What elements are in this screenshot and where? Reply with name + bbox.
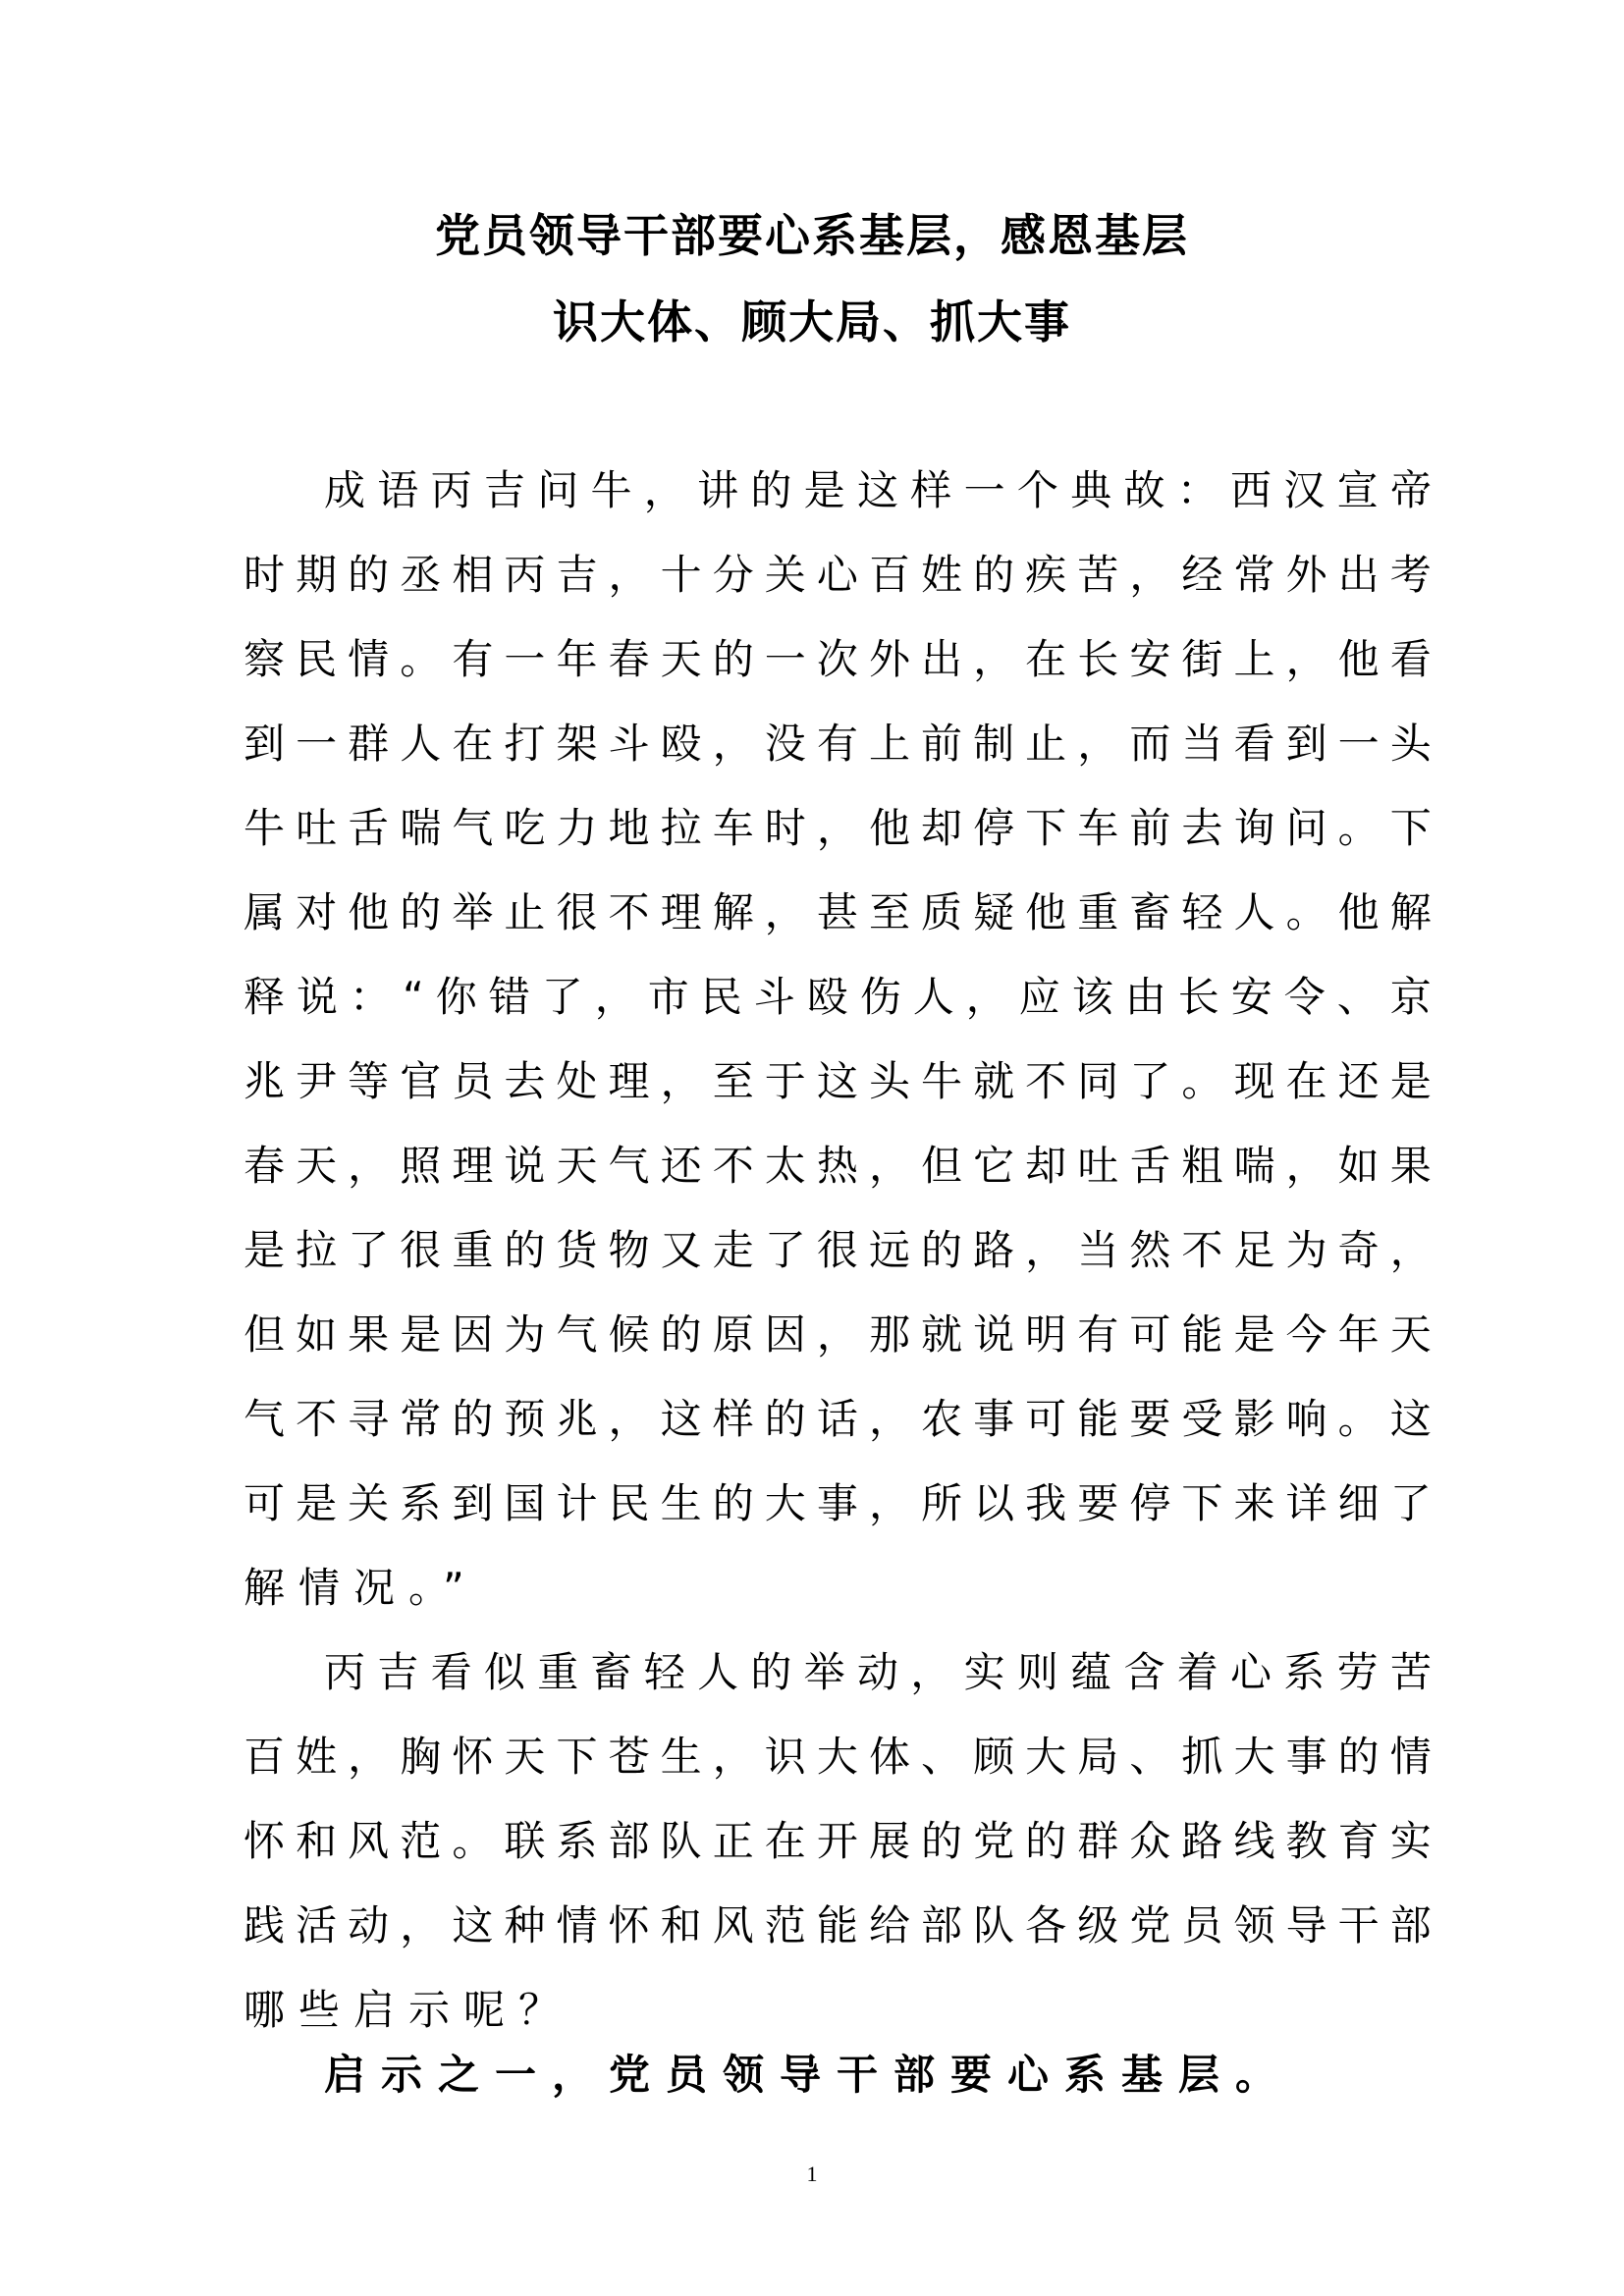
paragraph-line: 属 对 他 的 举 止 很 不 理 解 ， 甚 至 质 疑 他 重 畜 轻 人 。 他 解 <box>244 888 1432 936</box>
document-title-line-2: 识大体、顾大局、抓大事 <box>553 295 1071 348</box>
paragraph-line: 牛 吐 舌 喘 气 吃 力 地 拉 车 时 ， 他 却 停 下 车 前 去 询 问 。 下 <box>244 804 1432 852</box>
paragraph-line: 时 期 的 丞 相 丙 吉 ， 十 分 关 心 百 姓 的 疾 苦 ， 经 常 外 出 考 <box>244 551 1432 599</box>
paragraph-line: 成 语 丙 吉 问 牛 ， 讲 的 是 这 样 一 个 典 故 ： 西 汉 宣 帝 <box>324 466 1432 514</box>
paragraph-line: 百 姓 ， 胸 怀 天 下 苍 生 ， 识 大 体 、 顾 大 局 、 抓 大 事 的 情 <box>244 1733 1432 1781</box>
paragraph-line: 可 是 关 系 到 国 计 民 生 的 大 事 ， 所 以 我 要 停 下 来 详 细 了 <box>244 1479 1432 1527</box>
paragraph-line: 践 活 动 ， 这 种 情 怀 和 风 范 能 给 部 队 各 级 党 员 领 导 干 部 <box>244 1901 1432 1949</box>
paragraph-line: 怀 和 风 范 。 联 系 部 队 正 在 开 展 的 党 的 群 众 路 线 教 育 实 <box>244 1817 1432 1865</box>
page-number: 1 <box>806 2162 818 2186</box>
paragraph-line: 解情况。” <box>244 1564 478 1612</box>
paragraph-line: 是 拉 了 很 重 的 货 物 又 走 了 很 远 的 路 ， 当 然 不 足 为 奇 ， <box>244 1226 1432 1274</box>
paragraph-line: 到 一 群 人 在 打 架 斗 殴 ， 没 有 上 前 制 止 ， 而 当 看 到 一 头 <box>244 720 1432 768</box>
document-title-line-1: 党员领导干部要心系基层，感恩基层 <box>435 209 1189 262</box>
paragraph-line: 气 不 寻 常 的 预 兆 ， 这 样 的 话 ， 农 事 可 能 要 受 影 响 。 这 <box>244 1395 1432 1443</box>
paragraph-line: 兆 尹 等 官 员 去 处 理 ， 至 于 这 头 牛 就 不 同 了 。 现 在 还 是 <box>244 1057 1432 1105</box>
paragraph-line: 但 如 果 是 因 为 气 候 的 原 因 ， 那 就 说 明 有 可 能 是 今 年 天 <box>244 1310 1432 1359</box>
paragraph-line: 释 说 ： “ 你 错 了 ， 市 民 斗 殴 伤 人 ， 应 该 由 长 安 令 、 京 <box>244 973 1432 1021</box>
paragraph-line: 哪些启示呢？ <box>244 1986 574 2034</box>
paragraph-line: 丙 吉 看 似 重 畜 轻 人 的 举 动 ， 实 则 蕴 含 着 心 系 劳 苦 <box>324 1648 1432 1696</box>
paragraph-line: 春 天 ， 照 理 说 天 气 还 不 太 热 ， 但 它 却 吐 舌 粗 喘 ， 如 果 <box>244 1142 1432 1190</box>
section-heading: 启示之一，党员领导干部要心系基层。 <box>324 2051 1293 2099</box>
paragraph-line: 察 民 情 。 有 一 年 春 天 的 一 次 外 出 ， 在 长 安 街 上 ， 他 看 <box>244 635 1432 683</box>
